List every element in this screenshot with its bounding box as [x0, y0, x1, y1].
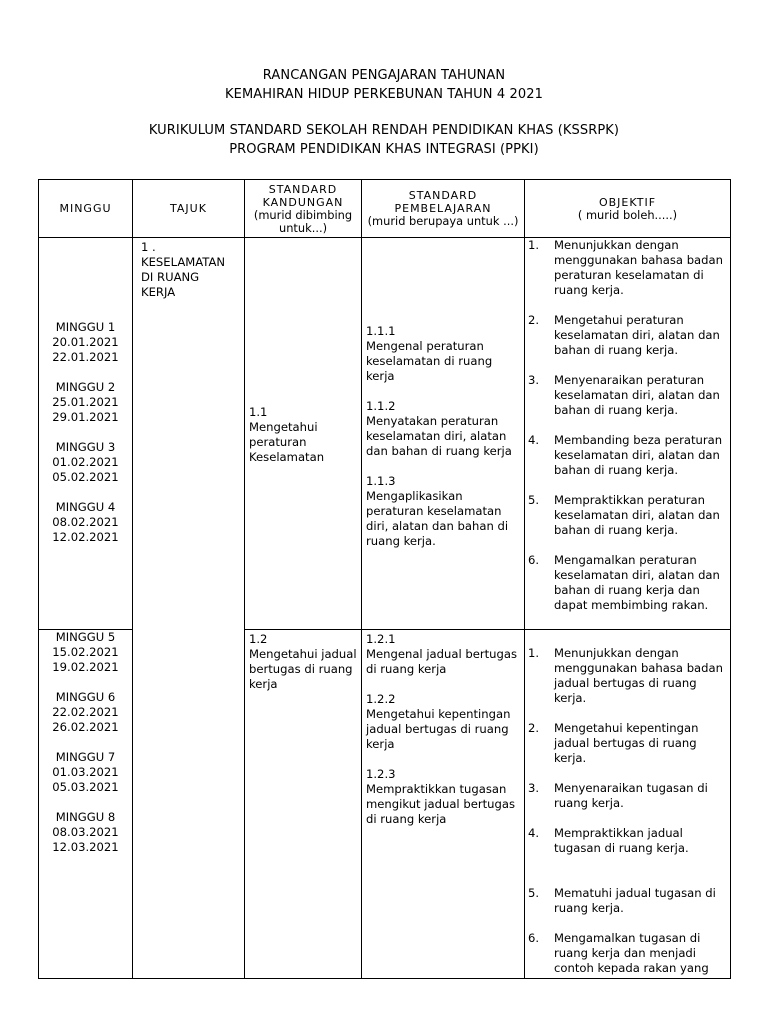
col-header-standard-pembelajaran: STANDARD PEMBELAJARAN (murid berupaya untuk ...): [362, 180, 525, 238]
objectives-cell: [525, 238, 731, 630]
weeks-cell: [39, 630, 133, 979]
col-header-objektif: OBJEKTIF ( murid boleh.....): [525, 180, 731, 238]
topic-title: KESELAMATAN DI RUANG KERJA: [141, 255, 226, 299]
list-item: 3. Menyenaraikan tugasan di ruang kerja.: [528, 781, 708, 810]
col-header-tajuk: TAJUK: [133, 180, 245, 238]
topic-number: 1 .: [141, 240, 156, 254]
list-item: 4. Mempraktikkan jadual tugasan di ruang kerja.: [528, 826, 689, 855]
list-item: 5. Mematuhi jadual tugasan di ruang kerja.: [528, 886, 716, 915]
program-title: PROGRAM PENDIDIKAN KHAS INTEGRASI (PPKI): [229, 142, 539, 157]
sp-item: 1.1.1 Mengenal peraturan keselamatan di ruang kerja: [366, 324, 493, 383]
standard-pembelajaran-cell: [362, 238, 525, 630]
lesson-plan-table: [38, 179, 731, 979]
table-row: [39, 238, 731, 630]
doc-title: RANCANGAN PENGAJARAN TAHUNAN: [262, 68, 506, 83]
list-item: 6. Mengamalkan tugasan di ruang kerja dan menjadi contoh kepada rakan yang: [528, 931, 709, 975]
col-header-minggu: MINGGU: [39, 180, 133, 238]
table-header-row: [39, 180, 731, 238]
objectives-cell: [525, 630, 731, 979]
week-block: MINGGU 4 08.02.2021 12.02.2021: [52, 500, 119, 544]
week-block: MINGGU 6 22.02.2021 26.02.2021: [52, 690, 119, 734]
week-block: MINGGU 8 08.03.2021 12.03.2021: [52, 810, 119, 854]
list-item: 5. Mempraktikkan peraturan keselamatan diri, alatan dan bahan di ruang kerja.: [528, 493, 720, 537]
sp-item: 1.1.2 Menyatakan peraturan keselamatan diri, alatan dan bahan di ruang kerja: [366, 399, 512, 458]
week-block: MINGGU 3 01.02.2021 05.02.2021: [52, 440, 119, 484]
topic-cell: [133, 238, 245, 979]
standard-pembelajaran-cell: [362, 630, 525, 979]
sp-item: 1.2.3 Mempraktikkan tugasan mengikut jadual bertugas di ruang kerja: [366, 767, 515, 826]
standard-kandungan-cell: 1.2 Mengetahui jadual bertugas di ruang kerja: [245, 630, 362, 979]
sp-item: 1.2.1 Mengenal jadual bertugas di ruang kerja: [366, 632, 518, 676]
document-header: [0, 66, 768, 159]
list-item: 1. Menunjukkan dengan menggunakan bahasa badan peraturan keselamatan di ruang kerja.: [528, 238, 723, 297]
curriculum-title: KURIKULUM STANDARD SEKOLAH RENDAH PENDIDIKAN KHAS (KSSRPK): [148, 123, 620, 138]
objective-list: [525, 238, 730, 613]
sp-item: 1.1.3 Mengaplikasikan peraturan keselamatan diri, alatan dan bahan di ruang kerja.: [366, 474, 509, 548]
sp-item: 1.2.2 Mengetahui kepentingan jadual bertugas di ruang kerja: [366, 692, 511, 751]
list-item: 2. Mengetahui kepentingan jadual bertugas di ruang kerja.: [528, 721, 699, 765]
weeks-cell: [39, 238, 133, 630]
standard-kandungan-cell: 1.1 Mengetahui peraturan Keselamatan: [245, 238, 362, 630]
week-block: MINGGU 1 20.01.2021 22.01.2021: [52, 320, 119, 364]
objective-list: [525, 646, 730, 976]
list-item: 4. Membanding beza peraturan keselamatan diri, alatan dan bahan di ruang kerja.: [528, 433, 723, 477]
doc-subtitle: KEMAHIRAN HIDUP PERKEBUNAN TAHUN 4 2021: [225, 87, 543, 102]
list-item: 3. Menyenaraikan peraturan keselamatan diri, alatan dan bahan di ruang kerja.: [528, 373, 720, 417]
week-block: MINGGU 5 15.02.2021 19.02.2021: [52, 630, 119, 674]
week-block: MINGGU 7 01.03.2021 05.03.2021: [52, 750, 119, 794]
col-header-standard-kandungan: STANDARD KANDUNGAN (murid dibimbing untuk...): [245, 180, 362, 238]
week-block: MINGGU 2 25.01.2021 29.01.2021: [52, 380, 119, 424]
list-item: 6. Mengamalkan peraturan keselamatan diri, alatan dan bahan di ruang kerja dan dapat membimbing rakan.: [528, 553, 720, 612]
list-item: 1. Menunjukkan dengan menggunakan bahasa badan jadual bertugas di ruang kerja.: [528, 646, 723, 705]
list-item: 2. Mengetahui peraturan keselamatan diri, alatan dan bahan di ruang kerja.: [528, 313, 720, 357]
